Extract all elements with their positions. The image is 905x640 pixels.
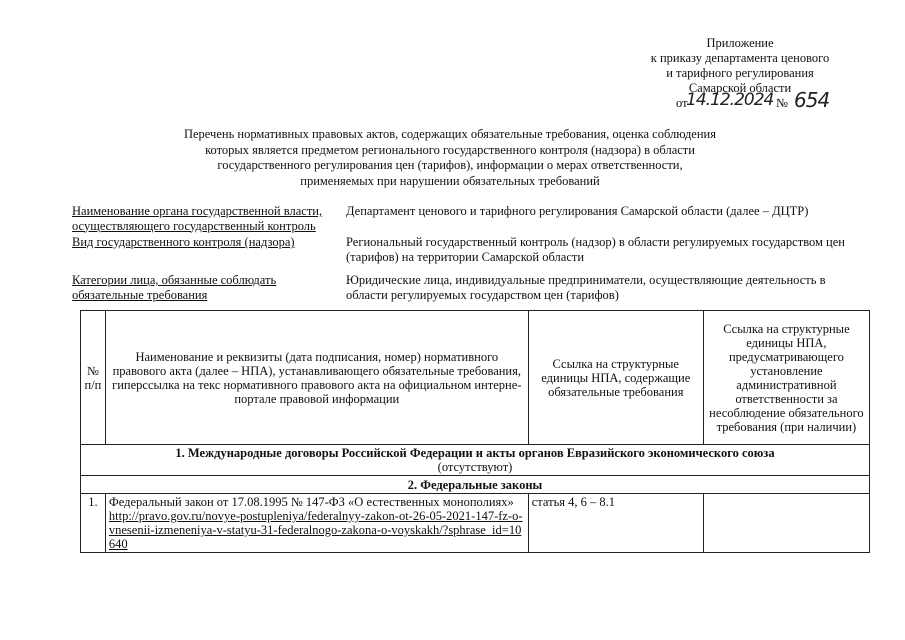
org-key-line1: Наименование органа государственной власти, bbox=[72, 204, 323, 218]
header-resp: Ссылка на структурные единицы НПА, предусматривающего установление административной ответственности за несоблюдение обязательного требования (при наличии) bbox=[703, 311, 869, 445]
section-row bbox=[81, 445, 870, 476]
category-value: Юридические лица, индивидуальные предприниматели, осуществляющие деятельность в области регулируемых государством цен (тарифов) bbox=[346, 273, 826, 302]
title-line: государственного регулирования цен (тарифов), информации о мерах ответственности, bbox=[217, 158, 683, 172]
section-1 bbox=[81, 445, 870, 476]
section-row bbox=[81, 476, 870, 494]
number-label: № bbox=[776, 96, 788, 110]
table-header-row bbox=[81, 311, 870, 445]
handwritten-number: 654 bbox=[794, 88, 830, 112]
header-num: № п/п bbox=[81, 311, 106, 445]
info-key bbox=[72, 273, 346, 302]
appendix-line: Приложение bbox=[706, 36, 774, 50]
header-ref: Ссылка на структурные единицы НПА, содержащие обязательные требования bbox=[528, 311, 703, 445]
section-2 bbox=[81, 476, 870, 494]
org-value: Департамент ценового и тарифного регулирования Самарской области (далее – ДЦТР) bbox=[346, 204, 809, 218]
law-link[interactable]: http://pravo.gov.ru/novye-postupleniya/federalnyy-zakon-ot-26-05-2021-147-fz-o-vnesenii-izmeneniya-v-statyu-31-federalnogo-zakona-o-voyskakh/?sphrase_id=10640 bbox=[108, 509, 523, 551]
cat-key-line2: обязательные требования bbox=[72, 287, 208, 302]
title-line: применяемых при нарушении обязательных требований bbox=[300, 173, 600, 188]
header-name: Наименование и реквизиты (дата подписания, номер) нормативного правового акта (далее – НПА), устанавливающего обязательные требования, гиперссылка на текс нормативного правового акта на официальном интерне-портале правовой информации bbox=[105, 311, 528, 445]
appendix-line: Самарской области bbox=[688, 81, 792, 95]
control-value: Региональный государственный контроль (надзор) в области регулируемых государством цен (тарифов) на территории Самарской области bbox=[346, 235, 845, 264]
row-name-cell bbox=[105, 494, 528, 553]
section-title: 1. Международные договоры Российской Федерации и акты органов Евразийского экономического союза bbox=[175, 446, 775, 460]
section-title: 2. Федеральные законы bbox=[407, 477, 543, 492]
appendix-line: и тарифного регулирования bbox=[666, 66, 814, 80]
control-key: Вид государственного контроля (надзора) bbox=[72, 235, 295, 249]
row-resp bbox=[703, 494, 869, 553]
law-title: Федеральный закон от 17.08.1995 № 147-ФЗ «О естественных монополиях» bbox=[108, 495, 514, 509]
handwritten-date: 14.12.2024 bbox=[686, 90, 774, 110]
title-line: Перечень нормативных правовых актов, содержащих обязательные требования, оценка соблюдения bbox=[183, 127, 716, 141]
info-key bbox=[72, 235, 346, 264]
cat-key-line1: Категории лица, обязанные соблюдать bbox=[72, 273, 277, 287]
from-label: от bbox=[676, 96, 688, 110]
title-line: которых является предметом регионального государственного контроля (надзора) в области bbox=[205, 142, 695, 157]
info-row-category bbox=[72, 273, 872, 302]
row-ref: статья 4, 6 – 8.1 bbox=[528, 494, 703, 553]
info-key bbox=[72, 204, 346, 233]
appendix-block bbox=[610, 36, 870, 112]
info-block bbox=[72, 204, 872, 302]
appendix-line: к приказу департамента ценового bbox=[650, 51, 830, 65]
table-row bbox=[81, 494, 870, 553]
document-title bbox=[150, 127, 750, 189]
org-key-line2: осуществляющего государственный контроль bbox=[72, 218, 316, 233]
row-num: 1. bbox=[81, 494, 106, 553]
info-row-control bbox=[72, 235, 872, 264]
info-row-organ bbox=[72, 204, 872, 233]
section-note: (отсутствуют) bbox=[437, 460, 513, 474]
npa-table bbox=[80, 310, 870, 553]
